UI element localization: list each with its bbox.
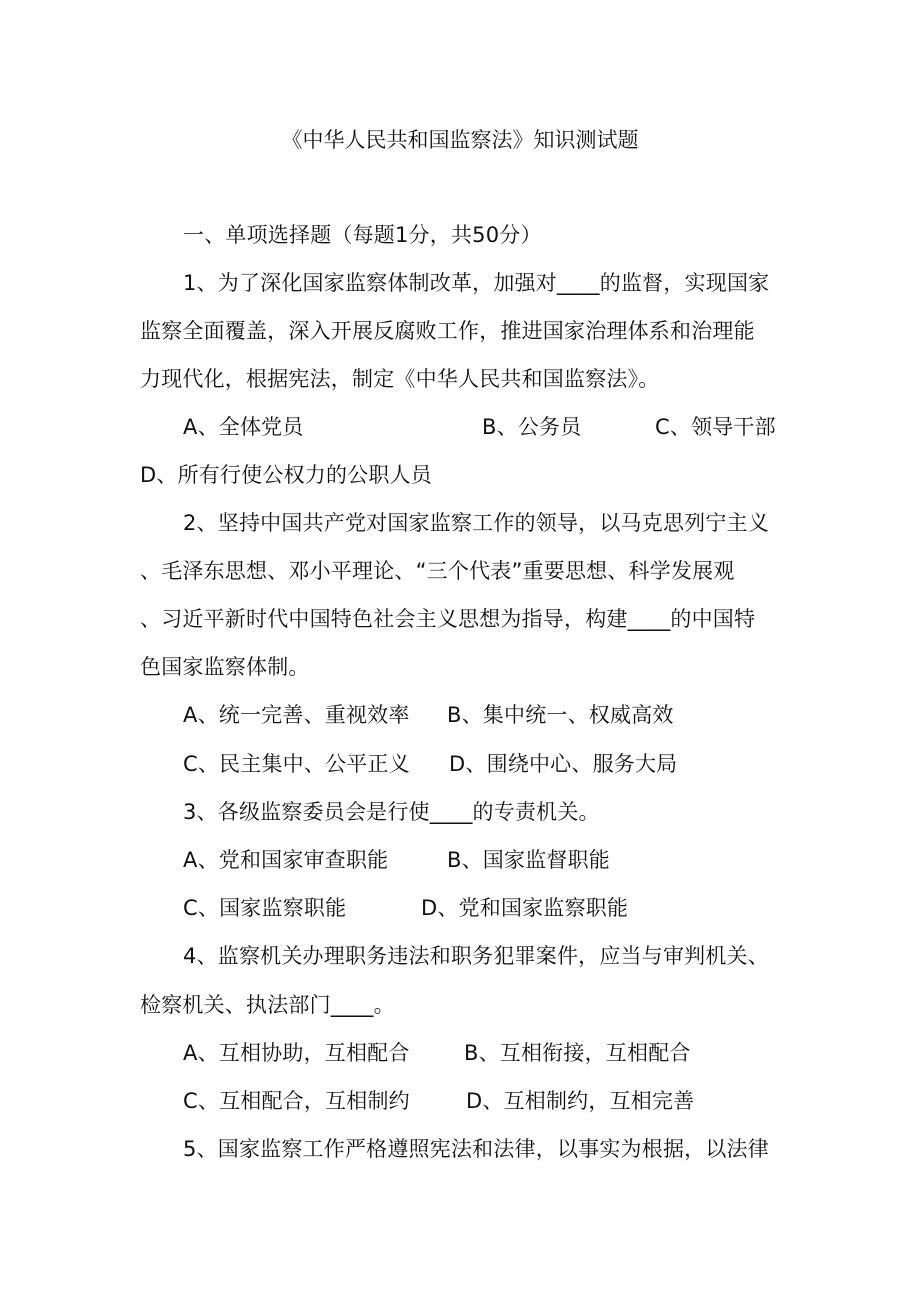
question-3-option-d: D、党和国家监察职能: [421, 896, 629, 920]
question-4-option-c: C、互相配合，互相制约: [183, 1089, 410, 1113]
question-1-option-a: A、全体党员: [183, 415, 304, 439]
document-title: 《中华人民共和国监察法》知识测试题: [281, 128, 639, 152]
question-1-option-d: D、所有行使公权力的公职人员: [140, 463, 432, 487]
question-2-line-1: 2、坚持中国共产党对国家监察工作的领导，以马克思列宁主义: [183, 511, 769, 535]
question-2-option-d: D、围绕中心、服务大局: [449, 752, 678, 776]
question-1-line-2: 监察全面覆盖，深入开展反腐败工作，推进国家治理体系和治理能: [140, 319, 755, 343]
question-3-line-1: 3、各级监察委员会是行使____的专责机关。: [183, 800, 600, 824]
question-3-option-a: A、党和国家审查职能: [183, 848, 389, 872]
question-4-option-b: B、互相衔接，互相配合: [464, 1041, 691, 1065]
question-2-line-2: 、毛泽东思想、邓小平理论、“三个代表”重要思想、科学发展观: [140, 559, 735, 583]
question-4-option-d: D、互相制约，互相完善: [466, 1089, 695, 1113]
question-5-line-1: 5、国家监察工作严格遵照宪法和法律，以事实为根据，以法律: [183, 1137, 769, 1161]
question-1-option-c: C、领导干部: [655, 415, 776, 439]
section-heading: 一、单项选择题（每题1分，共50分）: [183, 223, 542, 247]
question-3-option-c: C、国家监察职能: [183, 896, 347, 920]
question-1-option-b: B、公务员: [482, 415, 582, 439]
question-2-line-3: 、习近平新时代中国特色社会主义思想为指导，构建____的中国特: [140, 607, 756, 631]
question-4-line-1: 4、监察机关办理职务违法和职务犯罪案件，应当与审判机关、: [183, 944, 769, 968]
question-2-option-a: A、统一完善、重视效率: [183, 703, 410, 727]
question-1-line-1: 1、为了深化国家监察体制改革，加强对____的监督，实现国家: [183, 271, 770, 295]
question-2-option-c: C、民主集中、公平正义: [183, 752, 410, 776]
question-4-option-a: A、互相协助，互相配合: [183, 1041, 410, 1065]
question-1-line-3: 力现代化，根据宪法，制定《中华人民共和国监察法》。: [140, 367, 660, 391]
question-3-option-b: B、国家监督职能: [447, 848, 611, 872]
question-2-option-b: B、集中统一、权威高效: [447, 703, 674, 727]
question-4-line-2: 检察机关、执法部门____。: [140, 993, 395, 1017]
question-2-line-4: 色国家监察体制。: [140, 655, 310, 679]
